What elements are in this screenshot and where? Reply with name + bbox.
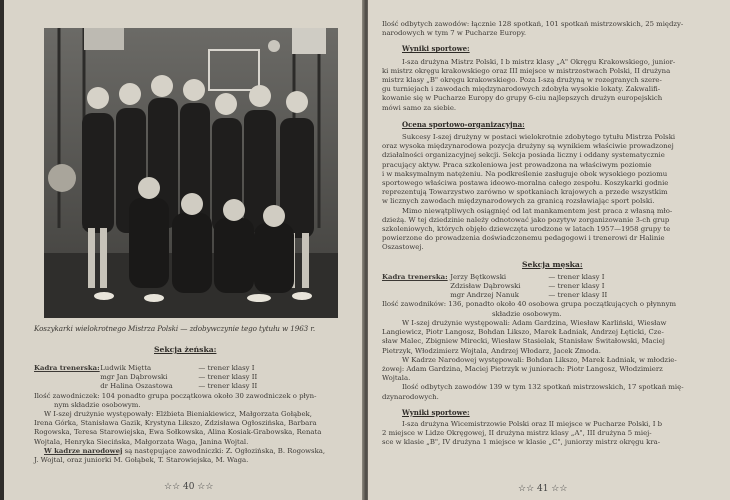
photo-caption: Koszykarki wielokrotnego Mistrza Polski — zdobywczynie tego tytułu w 1963 r. <box>34 324 316 333</box>
coach-name: mgr Jan Dąbrowski <box>100 373 168 382</box>
coach-name: mgr Andrzej Nanuk <box>450 291 519 300</box>
right-page <box>368 0 730 500</box>
coach-role: — trener klasy I <box>198 364 255 372</box>
page-number-right: ☆☆ 41 ☆☆ <box>518 484 568 494</box>
evaluation-line: szkoleniowych, których objęło dziewczęta urodzone w latach 1957—1958 grupy te <box>382 225 671 234</box>
men-national-line: Wojtala. <box>382 374 411 383</box>
evaluation-line: pracujący aktyw. Praca szkoleniowa jest prowadzona na właściwym poziomie <box>382 160 652 169</box>
results-line: mistrz klasy „B" okręgu krakowskiego. Poza I-szą drużyną w rozegranych szere- <box>382 76 662 85</box>
coaching-label: Kadra trenerska: <box>34 364 100 372</box>
evaluation-line: działalności organizacyjnej sekcji. Sekcja posiada liczny i oddany systematycznie <box>382 151 665 160</box>
team1-line: Irena Górka, Stanisława Gazik, Krystyna Likszo, Zdzisława Ogłoszińska, Barbara <box>34 419 317 428</box>
team1-line: Rogowska, Teresa Starowiejska, Ewa Sołkowska, Alina Kosiak-Grabowska, Renata <box>34 428 322 437</box>
evaluation-line: w licznych zawodach międzynarodowych za granicą rozsławiając sport polski. <box>382 197 655 206</box>
left-page <box>4 0 364 500</box>
men-national-line: W Kadrze Narodowej występowali: Bohdan Likszo, Marek Ładniak, w młodzie- <box>402 355 677 364</box>
team-photo-image <box>44 28 338 318</box>
evaluation-line: powierzone do prowadzenia doświadczonemu pedagogowi i trenerowi dr Halinie <box>382 234 665 243</box>
players-count-line: Ilość zawodniczek: 104 ponadto grupa początkowa około 30 zawodniczek o płyn- <box>34 391 317 400</box>
men-team-line: sław Malec, Zbigniew Mirecki, Wiesław Stasielak, Stanisław Świtałowski, Maciej <box>382 337 665 346</box>
evaluation-line: oraz wysoka międzynarodowa pozycja drużyny są wynikiem właściwie prowadzonej <box>382 142 674 151</box>
evaluation-line: sportowego właściwa postawa ideowo-moralna całego zespołu. Koszykarki godnie <box>382 179 669 188</box>
men-players-line: składzie osobowym. <box>492 309 562 318</box>
men-games-line: dzynarodowych. <box>382 392 439 401</box>
page-number-left: ☆☆ 40 ☆☆ <box>164 482 214 492</box>
evaluation-line: Oszastowej. <box>382 243 424 252</box>
men-coaching-label: Kadra trenerska: <box>382 272 448 281</box>
coach-row <box>34 364 364 373</box>
men-games-line: Ilość odbytych zawodów 139 w tym 132 spotkań mistrzowskich, 17 spotkań mię- <box>402 383 684 392</box>
results-line: gu turniejach i zawodach międzynarodowych zdobyła wysokie lokaty. Zakwalifi- <box>382 85 661 94</box>
national-team-line <box>34 447 364 456</box>
results-line: I-sza drużyna Mistrz Polski, I b mistrz klasy „A" Okręgu Krakowskiego, junior- <box>402 57 676 66</box>
right-page-body <box>382 20 722 448</box>
men-national-line: żowej: Adam Gardzina, Maciej Pietrzyk w juniorach: Piotr Langosz, Włodzimierz <box>382 364 663 373</box>
coach-row <box>34 373 364 382</box>
men-section-title: Sekcja męska: <box>522 259 583 269</box>
players-count-line: nym składzie osobowym. <box>54 400 141 409</box>
men-coach-row <box>382 291 722 300</box>
women-section-title: Sekcja żeńska: <box>154 345 217 354</box>
results-line: ki mistrz okręgu krakowskiego oraz III miejsce w mistrzostwach Polski, II drużyna <box>382 66 671 75</box>
team1-line: W I-szej drużynie występowały: Elżbieta Bieniakiewicz, Małgorzata Gołąbek, <box>44 410 312 419</box>
men-players-line: Ilość zawodników: 136, ponadto około 40 osobowa grupa początkujących o płynnym <box>382 300 677 309</box>
coach-name: Jerzy Bętkowski <box>450 272 507 281</box>
intro-line: narodowych w tym 7 w Pucharze Europy. <box>382 29 527 38</box>
national-team-line: J. Wojtal, oraz juniorki M. Gołąbek, T. Starowiejska, M. Waga. <box>34 456 249 465</box>
coach-role: — trener klasy II <box>198 373 258 382</box>
national-rest: są następujące zawodniczki: Z. Ogłozińska, B. Rogowska, <box>122 446 326 455</box>
coach-role: — trener klasy I <box>548 282 605 291</box>
coach-role: — trener klasy I <box>548 272 605 281</box>
coach-name: dr Halina Oszastowa <box>100 382 173 391</box>
team-photo <box>44 28 338 318</box>
men-team-line: Pietrzyk, Włodzimierz Wojtala, Andrzej Włodarz, Jacek Zmoda. <box>382 346 601 355</box>
intro-line: Ilość odbytych zawodów: łącznie 128 spotkań, 101 spotkań mistrzowskich, 25 między- <box>382 20 684 28</box>
men-results-line: sce w klasie „B", IV drużyna 1 miejsce w klasie „C", juniorzy mistrz okręgu kra- <box>382 438 661 447</box>
coach-name: Zdzisław Dąbrowski <box>450 282 521 291</box>
evaluation-line: reprezentują Towarzystwo zarówno w spotkaniach krajowych a przede wszystkim <box>382 188 668 197</box>
coach-role: — trener klasy II <box>548 291 608 300</box>
coach-row <box>34 382 364 391</box>
men-results-line: I-sza drużyna Wicemistrzowie Polski oraz II miejsce w Pucharze Polski, I b <box>402 419 663 428</box>
results-title: Wyniki sportowe: <box>402 44 470 54</box>
coach-name: Ludwik Miętta <box>100 364 152 372</box>
team1-line: Wojtala, Henryka Siecińska, Małgorzata Waga, Janina Wojtal. <box>34 437 249 446</box>
evaluation-line: Mimo niewątpliwych osiągnięć od lat mankamentem jest praca z własną mło- <box>402 206 673 215</box>
evaluation-title: Ocena sportowo-organizacyjna: <box>402 119 525 129</box>
men-team-line: Langiewicz, Piotr Langosz, Bohdan Likszo, Marek Ładniak, Andrzej Łęticki, Cze- <box>382 328 664 337</box>
men-coach-row <box>382 273 722 282</box>
evaluation-line: Sukcesy I-szej drużyny w postaci wielokrotnie zdobytego tytułu Mistrza Polski <box>402 133 676 142</box>
men-team-line: W I-szej drużynie występowali: Adam Gardzina, Wiesław Karliński, Wiesław <box>402 318 667 327</box>
men-results-title: Wyniki sportowe: <box>402 407 470 417</box>
national-label: W kadrze narodowej <box>44 446 123 455</box>
men-coach-row <box>382 282 722 291</box>
women-coaching-block <box>34 364 364 465</box>
men-results-line: 2 miejsce w Lidze Okręgowej, II drużyna mistrz klasy „A", III drużyna 5 miej- <box>382 429 652 438</box>
coach-role: — trener klasy II <box>198 382 258 391</box>
evaluation-line: dzieżą. W tej dziedzinie należy odnotować jako pozytyw zorganizowanie 3-ch grup <box>382 215 670 224</box>
evaluation-line: i w maksymalnym natężeniu. Na podkreślenie zasługuje obok wysokiego poziomu <box>382 169 668 178</box>
results-line: mówi samo za siebie. <box>382 103 457 112</box>
results-line: kowanie się w Pucharze Europy do grupy 6-ciu najlepszych drużyn europejskich <box>382 94 663 103</box>
